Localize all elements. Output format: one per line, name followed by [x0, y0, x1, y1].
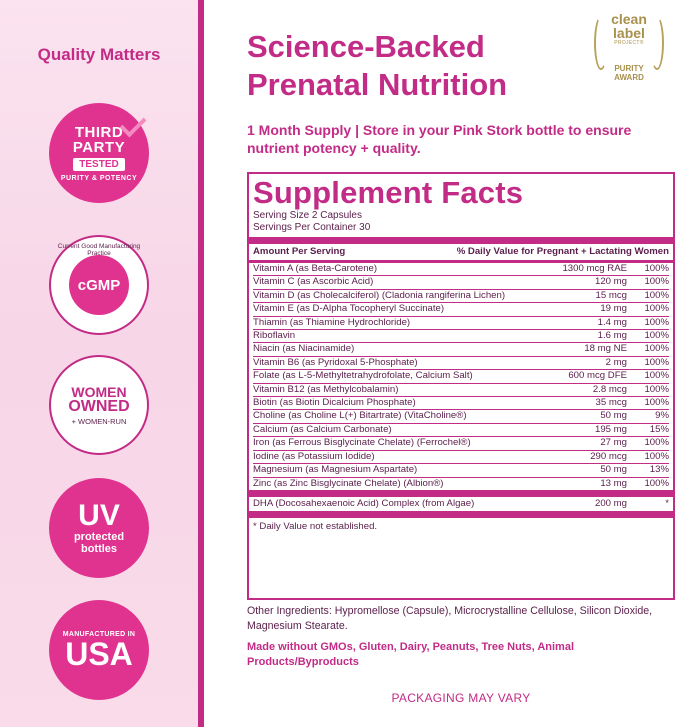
- nutrient-amount: 27 mg: [600, 437, 627, 449]
- nutrient-dv: 100%: [644, 289, 669, 301]
- dha-row: [253, 497, 669, 511]
- uv-protected-badge: [49, 478, 149, 578]
- nutrient-name: Niacin (as Niacinamide): [253, 343, 355, 355]
- women-owned-badge: [49, 355, 149, 455]
- nutrient-amount: 600 mcg DFE: [568, 370, 627, 382]
- nutrient-row: [253, 410, 669, 423]
- made-in-usa-badge: [49, 600, 149, 700]
- nutrient-name: Folate (as L-5-Methyltetrahydrofolate, Calcium Salt): [253, 370, 473, 382]
- other-ingredients: Other Ingredients: Hypromellose (Capsule), Microcrystalline Cellulose, Silicon Dioxide, Magnesium Stearate.: [247, 605, 653, 632]
- nutrient-row: [253, 424, 669, 437]
- packaging-note: PACKAGING MAY VARY: [391, 691, 531, 705]
- nutrient-dv: 100%: [644, 356, 669, 368]
- manufactured-in-label: MANUFACTURED IN: [62, 630, 136, 638]
- divider-thick-3: [249, 511, 673, 518]
- nutrient-dv: 100%: [644, 397, 669, 409]
- seal-label: label: [613, 25, 645, 41]
- protected-label: protected: [73, 531, 125, 543]
- checkmark-icon: [120, 111, 147, 138]
- nutrient-name: Calcium (as Calcium Carbonate): [253, 423, 392, 435]
- nutrient-amount: 2 mg: [605, 356, 627, 368]
- nutrient-row: [253, 437, 669, 450]
- nutrient-name: Iron (as Ferrous Bisglycinate Chelate) (Ferrochel®): [253, 437, 471, 449]
- dha-amount: 200 mg: [595, 497, 627, 509]
- nutrient-row: [253, 290, 669, 303]
- usa-label: USA: [65, 635, 133, 672]
- nutrient-name: Vitamin D (as Cholecalciferol) (Cladonia rangiferina Lichen): [253, 289, 506, 301]
- laurel-right-icon: [650, 16, 664, 70]
- divider-thick-2: [249, 490, 673, 497]
- nutrient-row: [253, 397, 669, 410]
- title-line-1: Science-Backed: [247, 29, 485, 64]
- nutrient-row: [253, 276, 669, 289]
- nutrient-name: Vitamin C (as Ascorbic Acid): [253, 276, 374, 288]
- nutrient-dv: 100%: [644, 343, 669, 355]
- nutrient-amount: 50 mg: [600, 464, 627, 476]
- laurel-left-icon: [594, 16, 608, 70]
- page-title: [247, 28, 587, 104]
- quality-heading: Quality Matters: [37, 45, 161, 64]
- nutrient-dv: 100%: [644, 477, 669, 489]
- nutrient-amount: 2.8 mcg: [592, 383, 627, 395]
- quality-panel: [0, 0, 204, 727]
- serving-size: Serving Size 2 Capsules: [253, 210, 362, 221]
- nutrient-amount: 1.6 mg: [597, 330, 627, 342]
- seal-purity: PURITY: [614, 64, 644, 73]
- nutrient-amount: 1.4 mg: [597, 316, 627, 328]
- bottles-label: bottles: [80, 543, 118, 555]
- nutrient-amount: 120 mg: [595, 276, 627, 288]
- nutrient-name: Vitamin E (as D-Alpha Tocopheryl Succinate): [253, 303, 445, 315]
- nutrient-name: Riboflavin: [253, 330, 296, 342]
- cgmp-label: cGMP: [69, 255, 129, 315]
- facts-column-header: [253, 244, 669, 260]
- nutrient-name: Vitamin A (as Beta-Carotene): [253, 263, 378, 274]
- dha-name: DHA (Docosahexaenoic Acid) Complex (from Algae): [253, 497, 475, 509]
- nutrient-row: [253, 451, 669, 464]
- nutrient-row: [253, 263, 669, 276]
- nutrient-row: [253, 317, 669, 330]
- nutrient-dv: 100%: [644, 303, 669, 315]
- nutrient-amount: 19 mg: [600, 303, 627, 315]
- nutrient-amount: 35 mcg: [595, 397, 627, 409]
- nutrient-row: [253, 357, 669, 370]
- seal-clean: clean: [611, 11, 647, 27]
- dha-dv: *: [665, 497, 669, 509]
- nutrient-name: Thiamin (as Thiamine Hydrochloride): [253, 316, 411, 328]
- nutrient-row: [253, 384, 669, 397]
- facts-title: Supplement Facts: [253, 175, 524, 210]
- third-party-tested-badge: [49, 103, 149, 203]
- seal-project: PROJECT®: [614, 40, 644, 46]
- nutrient-amount: 1300 mcg RAE: [562, 263, 627, 274]
- badge-purity-label: PURITY & POTENCY: [60, 174, 138, 182]
- nutrient-amount: 15 mcg: [595, 289, 627, 301]
- nutrient-name: Iodine (as Potassium Iodide): [253, 450, 375, 462]
- nutrient-dv: 100%: [644, 263, 669, 274]
- nutrient-dv: 100%: [644, 450, 669, 462]
- nutrient-row: [253, 464, 669, 477]
- badge-third-line2: PARTY: [72, 138, 126, 156]
- nutrient-name: Zinc (as Zinc Bisglycinate Chelate) (Albion®): [253, 477, 444, 489]
- badge-tested-label: TESTED: [73, 158, 124, 171]
- nutrient-row: [253, 330, 669, 343]
- nutrient-amount: 50 mg: [600, 410, 627, 422]
- divider-thick: [249, 237, 673, 244]
- nutrient-name: Vitamin B12 (as Methylcobalamin): [253, 383, 399, 395]
- supplement-facts-panel: [247, 172, 675, 600]
- nutrient-name: Biotin (as Biotin Dicalcium Phosphate): [253, 397, 416, 409]
- women-run-label: + WOMEN-RUN: [71, 416, 127, 426]
- made-without: Made without GMOs, Gluten, Dairy, Peanuts, Tree Nuts, Animal Products/Byproducts: [247, 641, 574, 668]
- nutrient-name: Choline (as Choline L(+) Bitartrate) (VitaCholine®): [253, 410, 467, 422]
- nutrient-dv: 100%: [644, 383, 669, 395]
- col-amount: Amount Per Serving: [253, 246, 346, 257]
- badge-third-line1: THIRD: [74, 123, 124, 141]
- nutrient-row: [253, 478, 669, 490]
- nutrient-dv: 100%: [644, 370, 669, 382]
- clean-label-seal: [594, 12, 664, 104]
- nutrient-dv: 100%: [644, 316, 669, 328]
- nutrient-amount: 18 mg NE: [584, 343, 627, 355]
- col-dv: % Daily Value for Pregnant + Lactating Women: [456, 246, 669, 257]
- servings-per-container: Servings Per Container 30: [253, 222, 371, 233]
- nutrient-dv: 100%: [644, 276, 669, 288]
- nutrient-amount: 290 mcg: [590, 450, 627, 462]
- footnote: * Daily Value not established.: [253, 520, 378, 532]
- cgmp-badge: [49, 235, 149, 335]
- title-line-2: Prenatal Nutrition: [247, 67, 508, 102]
- nutrient-dv: 9%: [655, 410, 669, 422]
- nutrient-dv: 100%: [644, 437, 669, 449]
- seal-award: AWARD: [614, 73, 644, 82]
- nutrient-row: [253, 370, 669, 383]
- nutrient-amount: 13 mg: [600, 477, 627, 489]
- nutrient-dv: 13%: [649, 464, 669, 476]
- nutrient-name: Vitamin B6 (as Pyridoxal 5-Phosphate): [253, 356, 418, 368]
- nutrient-dv: 100%: [644, 330, 669, 342]
- nutrient-rows: [253, 263, 669, 490]
- nutrient-amount: 195 mg: [595, 423, 627, 435]
- cgmp-ring-text: Current Good Manufacturing Practice: [57, 243, 141, 257]
- nutrient-row: [253, 343, 669, 356]
- women-label: WOMEN: [71, 383, 127, 400]
- owned-label: OWNED: [68, 397, 130, 415]
- page-subtitle: 1 Month Supply | Store in your Pink Stork bottle to ensure nutrient potency + quality.: [247, 122, 632, 156]
- uv-label: UV: [78, 499, 120, 532]
- nutrient-name: Magnesium (as Magnesium Aspartate): [253, 464, 418, 476]
- nutrient-dv: 15%: [649, 423, 669, 435]
- nutrient-row: [253, 303, 669, 316]
